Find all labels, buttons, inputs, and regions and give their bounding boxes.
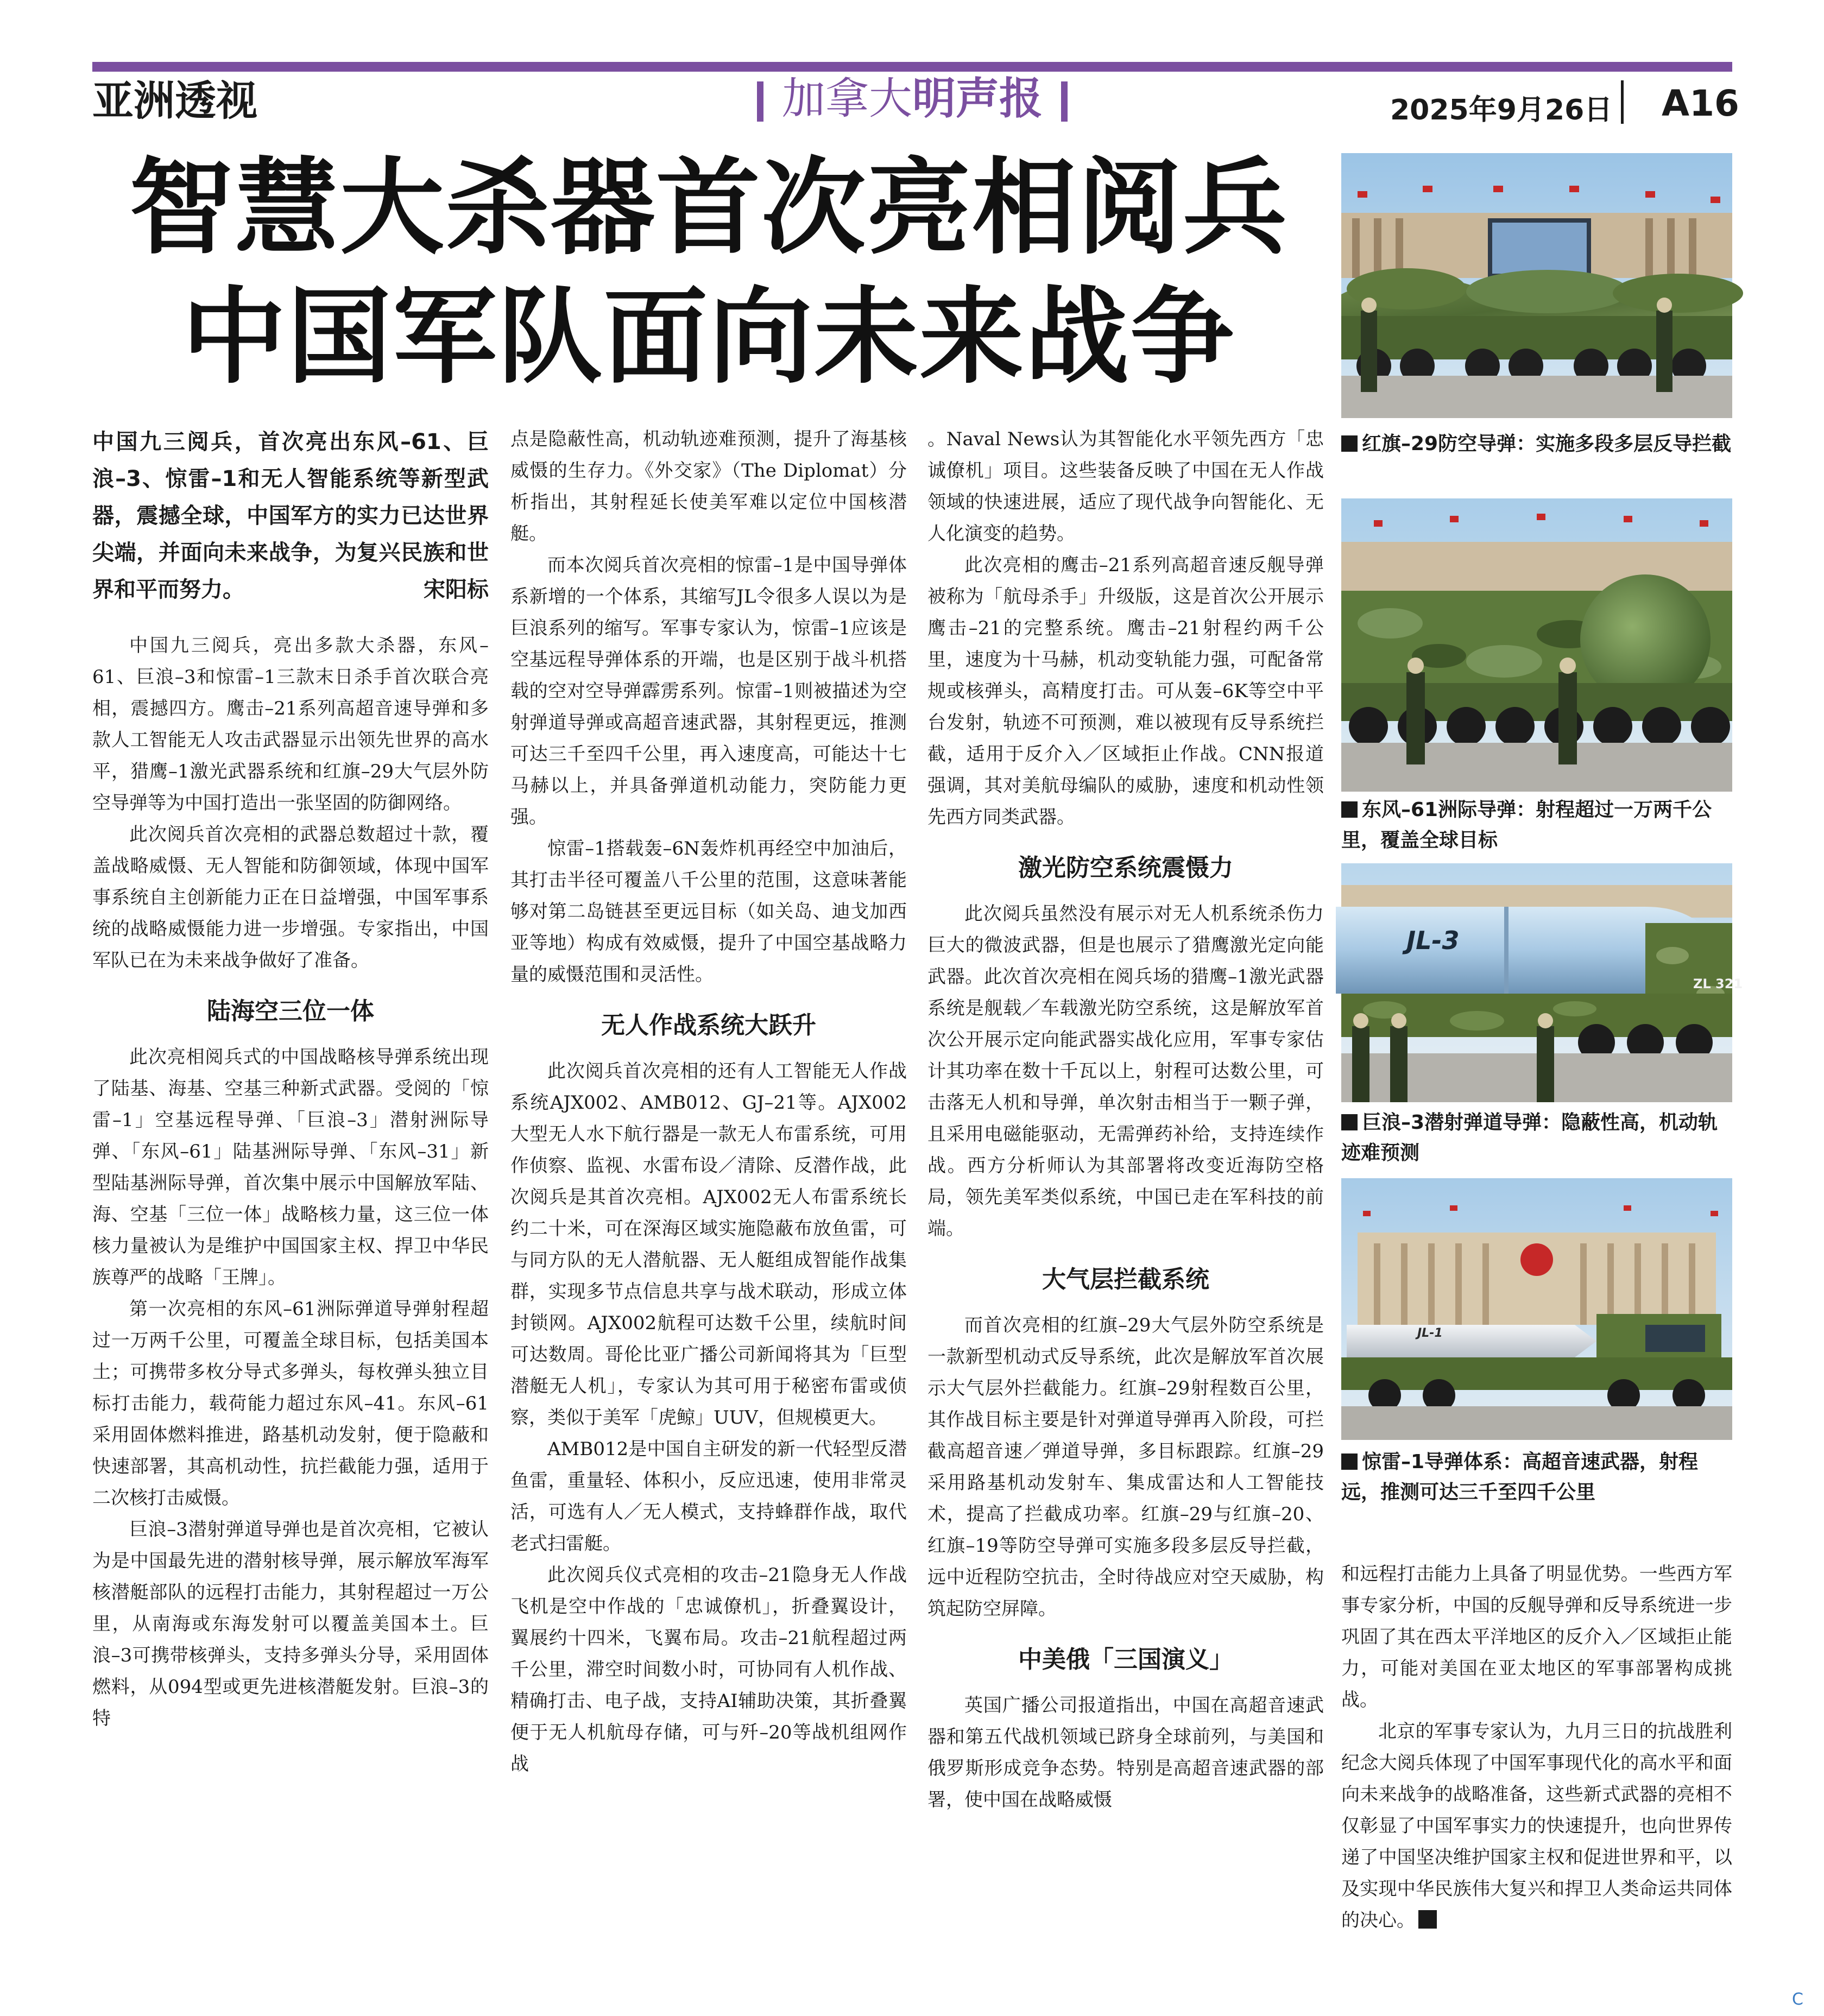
continued-paragraph: 和远程打击能力上具备了明显优势。一些西方军事专家分析，中国的反舰导弹和反导系统进一步巩固了其在西太平洋地区的反介入／区域拒止能力，可能对美国在亚太地区的军事部署构成挑战。 xyxy=(1341,1563,1732,1711)
caption-photo-2 xyxy=(1341,795,1732,856)
continued-paragraph: 。Naval News认为其智能化水平领先西方「忠诚僚机」项目。这些装备反映了中国在无人作战领域的快速进展，适应了现代战争向智能化、无人化演变的趋势。 xyxy=(927,428,1324,545)
article-column-1 xyxy=(92,424,489,1734)
subheading: 中美俄「三国演义」 xyxy=(1018,1646,1233,1673)
body-paragraph: 英国广播公司报道指出，中国在高超音速武器和第五代战机领域已跻身全球前列，与美国和俄罗斯形成竞争态势。特别是高超音速武器的部署，使中国在战略威慑 xyxy=(927,1695,1324,1811)
caption-bullet xyxy=(1341,1114,1358,1130)
body-paragraph: 此次阅兵首次亮相的武器总数超过十款，覆盖战略威慑、无人智能和防御领域，体现中国军事系统自主创新能力正在日益增强，中国军事系统的战略威慑能力进一步增强。专家指出，中国军队已在为未来战争做好了准备。 xyxy=(92,824,489,971)
caption-photo-1 xyxy=(1341,429,1732,459)
body-paragraph: 北京的军事专家认为，九月三日的抗战胜利纪念大阅兵体现了中国军事现代化的高水平和面向未来战争的战略准备，这些新式武器的亮相不仅彰显了中国军事实力的快速提升，也向世界传递了中国坚决维护国家主权和促进世界和平，以及实现中华民族伟大复兴和捍卫人类命运共同体的决心。 xyxy=(1341,1721,1732,1931)
subheading: 大气层拦截系统 xyxy=(1042,1266,1209,1293)
continued-paragraph: 点是隐蔽性高，机动轨迹难预测，提升了海基核威慑的生存力。《外交家》（The Diplomat）分析指出，其射程延长使美军难以定位中国核潜艇。 xyxy=(510,428,907,545)
photo-df61-launcher xyxy=(1341,498,1732,792)
masthead-brand: 明声报 xyxy=(912,73,1043,124)
caption-text: 东风–61洲际导弹：射程超过一万两千公里，覆盖全球目标 xyxy=(1341,799,1712,851)
caption-bullet xyxy=(1341,1453,1358,1470)
subheading: 陆海空三位一体 xyxy=(207,997,374,1025)
photo-hq29-launchers xyxy=(1341,153,1732,418)
end-of-article-mark xyxy=(1418,1910,1437,1929)
headline-line-2: 中国军队面向未来战争 xyxy=(182,277,1235,398)
author-byline: 宋阳标 xyxy=(424,577,489,602)
top-rule xyxy=(92,62,1732,72)
jl3-truck-number: ZL 321 xyxy=(1693,976,1743,991)
lead-paragraph xyxy=(92,424,489,608)
body-paragraph: 而本次阅兵首次亮相的惊雷–1是中国导弹体系新增的一个体系，其缩写JL令很多人误以为是巨浪系列的缩写。军事专家认为，惊雷–1应该是空基远程导弹体系的开端，也是区别于战斗机搭载的空对空导弹霹雳系列。惊雷–1则被描述为空射弹道导弹或高超音速武器，其射程更远，推测可达三千至四千公里，再入速度高，可能达十七马赫以上，并具备弹道机动能力，突防能力更强。 xyxy=(510,554,907,828)
lead-text: 中国九三阅兵，首次亮出东风–61、巨浪–3、惊雷–1和无人智能系统等新型武器，震撼全球，中国军方的实力已达世界尖端，并面向未来战争，为复兴民族和世界和平而努力。 xyxy=(92,429,489,602)
issue-date: 2025年9月26日 xyxy=(1390,94,1613,127)
jl1-missile-label: JL-1 xyxy=(1417,1326,1443,1340)
headline xyxy=(92,144,1325,402)
body-paragraph: 而首次亮相的红旗–29大气层外防空系统是一款新型机动式反导系统，此次是解放军首次展示大气层外拦截能力。红旗–29射程数百公里，其作战目标主要是针对弹道导弹再入阶段，可拦截高超音速／弹道导弹，多目标跟踪。红旗–29采用路基机动发射车、集成雷达和人工智能技术，提高了拦截成功率。红旗–29与红旗–20、红旗–19等防空导弹可实施多段多层反导拦截，远中近程防空抗击，全时待战应对空天威胁，构筑起防空屏障。 xyxy=(927,1314,1324,1620)
article-column-2 xyxy=(510,424,907,1780)
jl3-missile-label: JL-3 xyxy=(1406,926,1460,955)
body-paragraph: 此次阅兵仪式亮相的攻击–21隐身无人作战飞机是空中作战的「忠诚僚机」，折叠翼设计，翼展约十四米，飞翼布局。攻击–21航程超过两千公里，滞空时间数小时，可协同有人机作战、精确打击、电子战，支持AI辅助决策，其折叠翼便于无人机航母存储，可与歼–20等战机组网作战 xyxy=(510,1564,907,1775)
body-paragraph: AMB012是中国自主研发的新一代轻型反潜鱼雷，重量轻、体积小，反应迅速，使用非常灵活，可选有人／无人模式，支持蜂群作战，取代老式扫雷艇。 xyxy=(510,1438,907,1554)
article-column-3 xyxy=(927,424,1324,1816)
caption-text: 红旗–29防空导弹：实施多段多层反导拦截 xyxy=(1362,433,1732,455)
masthead-bar-right xyxy=(1061,81,1068,122)
body-paragraph: 巨浪–3潜射弹道导弹也是首次亮相，它被认为是中国最先进的潜射核导弹，展示解放军海军核潜艇部队的远程打击能力，其射程超过一万公里，从南海或东海发射可以覆盖美国本土。巨浪–3可携带核弹头，支持多弹头分导，采用固体燃料，从094型或更先进核潜艇发射。巨浪–3的特 xyxy=(92,1519,489,1729)
body-paragraph: 此次阅兵首次亮相的还有人工智能无人作战系统AJX002、AMB012、GJ–21等。AJX002大型无人水下航行器是一款无人布雷系统，可用作侦察、监视、水雷布设／清除、反潜作战，此次阅兵是其首次亮相。AJX002无人布雷系统长约二十米，可在深海区域实施隐蔽布放鱼雷，可与同方队的无人潜航器、无人艇组成智能作战集群，实现多节点信息共享与战术联动，形成立体封锁网。AJX002航程可达数千公里，续航时间可达数周。哥伦比亚广播公司新闻将其为「巨型潜艇无人机」，专家认为其可用于秘密布雷或侦察，类似于美军「虎鲸」UUV，但规模更大。 xyxy=(510,1060,907,1429)
body-paragraph: 此次阅兵虽然没有展示对无人机系统杀伤力巨大的微波武器，但是也展示了猎鹰激光定向能武器。此次首次亮相在阅兵场的猎鹰–1激光武器系统是舰载／车载激光防空系统，这是解放军首次公开展示定向能武器实战化应用，军事专家估计其功率在数十千瓦以上，射程可达数公里，可击落无人机和导弹，单次射击相当于一颗子弹，且采用电磁能驱动，无需弹药补给，支持连续作战。西方分析师认为其部署将改变近海防空格局，领先美军类似系统，中国已走在军科技的前端。 xyxy=(927,903,1324,1240)
subheading: 激光防空系统震慑力 xyxy=(1018,854,1233,882)
caption-photo-4 xyxy=(1341,1447,1732,1508)
article-column-4 xyxy=(1341,1558,1732,1936)
masthead-bar-left xyxy=(757,81,763,122)
section-title: 亚洲透视 xyxy=(92,77,257,125)
caption-bullet xyxy=(1341,801,1358,818)
header-divider xyxy=(1621,80,1624,124)
subheading: 无人作战系统大跃升 xyxy=(601,1012,816,1039)
headline-line-1: 智慧大杀器首次亮相阅兵 xyxy=(129,148,1288,269)
caption-text: 巨浪–3潜射弹道导弹：隐蔽性高，机动轨迹难预测 xyxy=(1341,1111,1718,1164)
photo-jl1-missile xyxy=(1341,1178,1732,1440)
masthead xyxy=(739,73,1086,124)
body-paragraph: 中国九三阅兵，亮出多款大杀器，东风–61、巨浪–3和惊雷–1三款末日杀手首次联合亮相，震撼四方。鹰击–21系列高超音速导弹和多款人工智能无人攻击武器显示出领先世界的高水平，猎鹰–1激光武器系统和红旗–29大气层外防空导弹等为中国打造出一张坚固的防御网络。 xyxy=(92,635,489,814)
caption-text: 惊雷–1导弹体系：高超音速武器，射程远，推测可达三千至四千公里 xyxy=(1341,1451,1699,1503)
page-number: A16 xyxy=(1662,83,1739,124)
masthead-prefix: 加拿大 xyxy=(782,73,912,124)
photo-jl3-missile xyxy=(1341,863,1743,1102)
body-paragraph: 惊雷–1搭载轰–6N轰炸机再经空中加油后，其打击半径可覆盖八千公里的范围，这意味著能够对第二岛链甚至更远目标（如关岛、迪戈加西亚等地）构成有效威慑，提升了中国空基战略力量的威慑范围和灵活性。 xyxy=(510,838,907,985)
body-paragraph: 第一次亮相的东风–61洲际弹道导弹射程超过一万两千公里，可覆盖全球目标，包括美国本土；可携带多枚分导式多弹头，每枚弹头独立目标打击能力，载荷能力超过东风–41。东风–61采用固体燃料推进，路基机动发射，便于隐蔽和快速部署，其高机动性，抗拦截能力强，适用于二次核打击威慑。 xyxy=(92,1298,489,1509)
corner-mark: C xyxy=(1792,1990,1803,2009)
caption-photo-3 xyxy=(1341,1108,1732,1168)
body-paragraph: 此次亮相阅兵式的中国战略核导弹系统出现了陆基、海基、空基三种新式武器。受阅的「惊雷–1」空基远程导弹、「巨浪–3」潜射洲际导弹、「东风–61」陆基洲际导弹、「东风–31」新型陆基洲际导弹，首次集中展示中国解放军陆、海、空基「三位一体」战略核力量，这三位一体核力量被认为是维护中国国家主权、捍卫中华民族尊严的战略「王牌」。 xyxy=(92,1046,489,1288)
body-paragraph: 此次亮相的鹰击–21系列高超音速反舰导弹被称为「航母杀手」升级版，这是首次公开展示鹰击–21的完整系统。鹰击–21射程约两千公里，速度为十马赫，机动变轨能力强，可配备常规或核弹头，高精度打击。可从轰–6K等空中平台发射，轨迹不可预测，难以被现有反导系统拦截，适用于反介入／区域拒止作战。CNN报道强调，其对美航母编队的威胁，速度和机动性领先西方同类武器。 xyxy=(927,554,1324,828)
caption-bullet xyxy=(1341,435,1358,452)
